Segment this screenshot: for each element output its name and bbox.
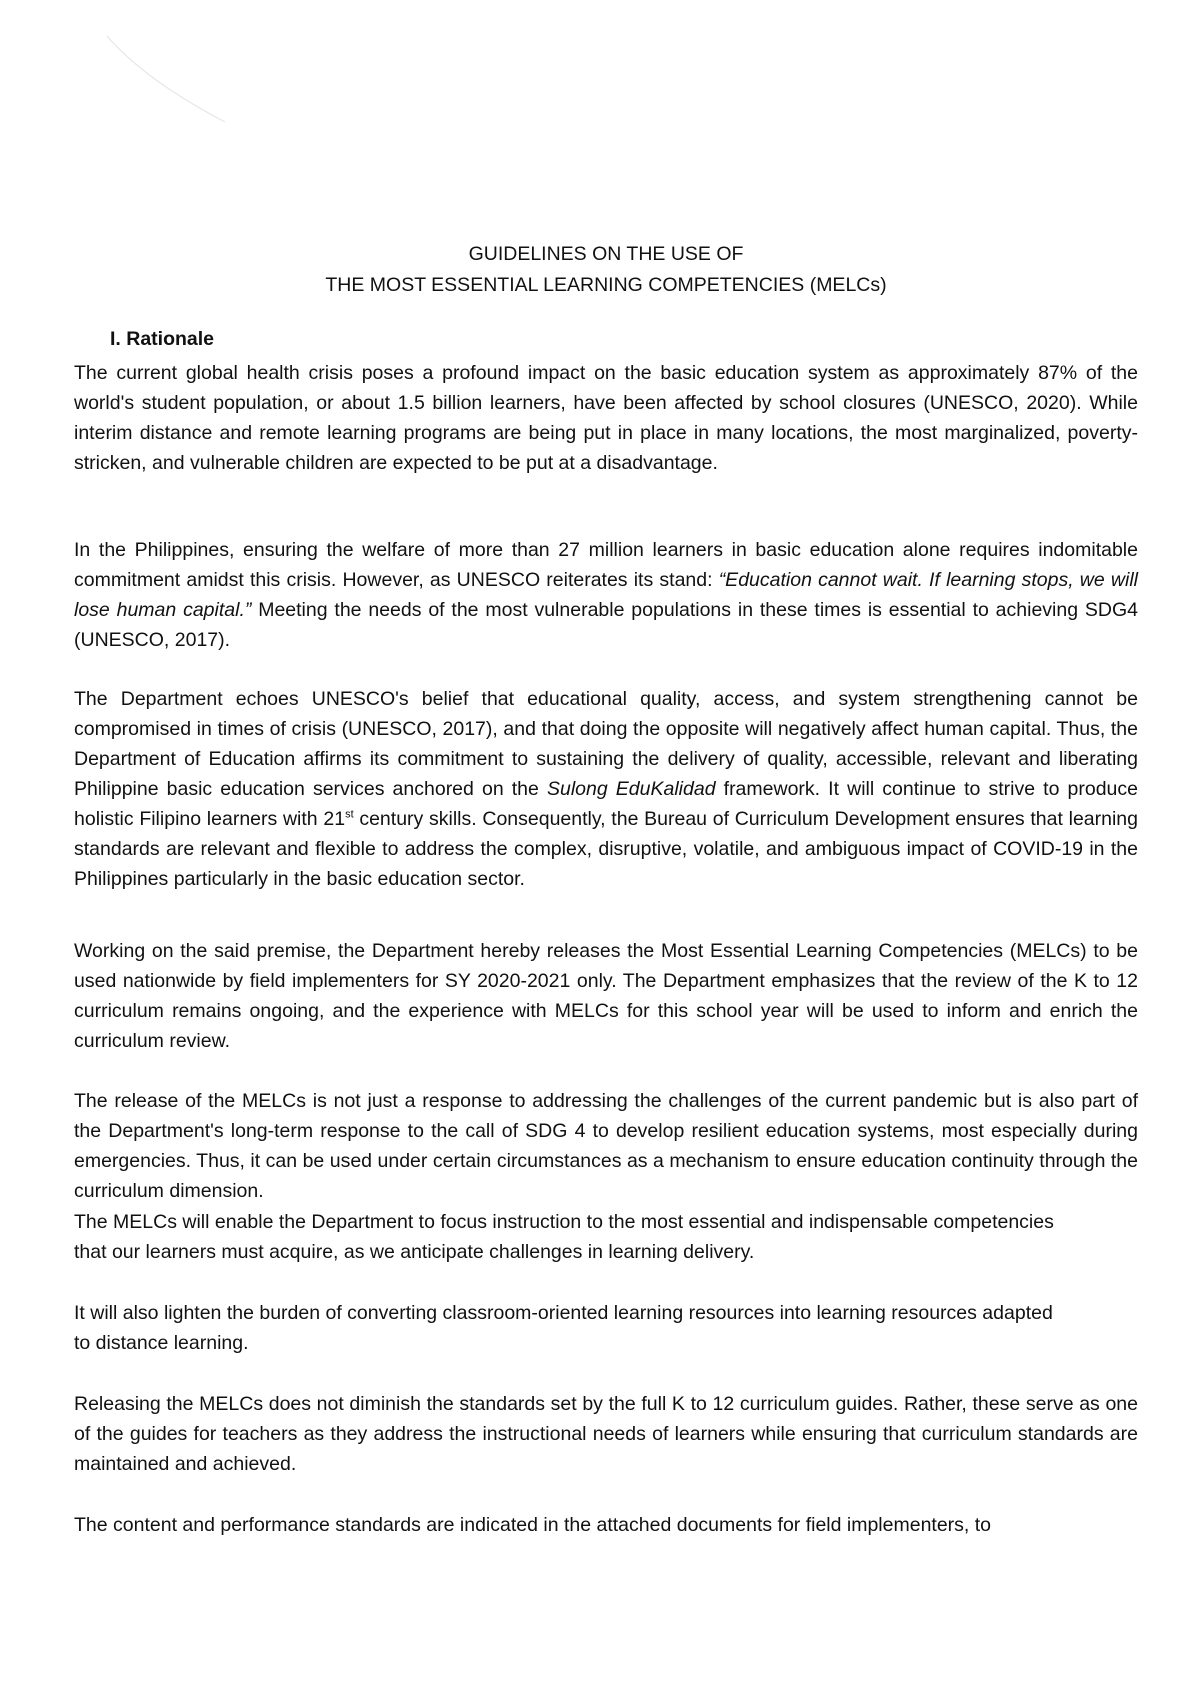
title-line-2: THE MOST ESSENTIAL LEARNING COMPETENCIES (MELCs) [325,274,887,296]
paragraph-3 [74,684,1138,894]
paragraph-2 [74,535,1138,655]
unesco-quote: “Education cannot wait. If learning stops, we will lose human capital.” [74,569,1138,621]
ordinal-suffix: st [345,808,354,821]
paragraph-1: The current global health crisis poses a profound impact on the basic education system as approximately 87% of the world's student population, or about 1.5 billion learners, have been affected by school closures (UNESCO, 2020). While interim distance and remote learning programs are being put in place in many locations, the most marginalized, poverty-stricken, and vulnerable children are expected to be put at a disadvantage. [74,362,1138,474]
paragraph-6: The MELCs will enable the Department to focus instruction to the most essential and indispensable competencies that our learners must acquire, as we anticipate challenges in learning delivery. [74,1211,1054,1263]
paragraph-3-text-a: The Department echoes UNESCO's belief that educational quality, access, and system strengthening cannot be compromised in times of crisis (UNESCO, 2017), and that doing the opposite will negatively affect human capital. Thus, the Department of Education affirms its commitment to sustaining the delivery of quality, accessible, relevant and liberating Philippine basic education services anchored on the [74,688,1138,800]
paragraph-2-text-a: In the Philippines, ensuring the welfare of more than 27 million learners in basic education alone requires indomitable commitment amidst this crisis. However, as UNESCO reiterates its stand: [74,539,1138,591]
paragraph-3-text-c: century skills. Consequently, the Bureau of Curriculum Development ensures that learning standards are relevant and flexible to address the complex, disruptive, volatile, and ambiguous impact of COVID-19 in the Philippines particularly in the basic education sector. [74,808,1138,890]
paragraph-9: The content and performance standards are indicated in the attached documents for field implementers, to [74,1514,992,1536]
paragraph-3-text-b: framework. It will continue to strive to produce holistic Filipino learners with 21 [74,778,1138,830]
framework-name: Sulong EduKalidad [546,778,716,800]
paragraph-4: Working on the said premise, the Department hereby releases the Most Essential Learning Competencies (MELCs) to be used nationwide by field implementers for SY 2020-2021 only. The Department emphasizes that the review of the K to 12 curriculum remains ongoing, and the experience with MELCs for this school year will be used to inform and enrich the curriculum review. [74,940,1138,1052]
paragraph-5: The release of the MELCs is not just a response to addressing the challenges of the current pandemic but is also part of the Department's long-term response to the call of SDG 4 to develop resilient education systems, most especially during emergencies. Thus, it can be used under certain circumstances as a mechanism to ensure education continuity through the curriculum dimension. [74,1090,1138,1202]
scan-corner-mark [105,30,235,130]
paragraph-8: Releasing the MELCs does not diminish the standards set by the full K to 12 curriculum guides. Rather, these serve as one of the guides for teachers as they address the instructional needs of learners while ensuring that curriculum standards are maintained and achieved. [74,1393,1138,1475]
paragraph-2-text-b: Meeting the needs of the most vulnerable populations in these times is essential to achieving SDG4 (UNESCO, 2017). [74,599,1138,651]
paragraph-7: It will also lighten the burden of converting classroom-oriented learning resources into learning resources adapted to distance learning. [74,1302,1053,1354]
title-line-1: GUIDELINES ON THE USE OF [468,243,744,265]
document-title [74,239,1138,301]
section-heading-rationale: I. Rationale [110,328,215,350]
